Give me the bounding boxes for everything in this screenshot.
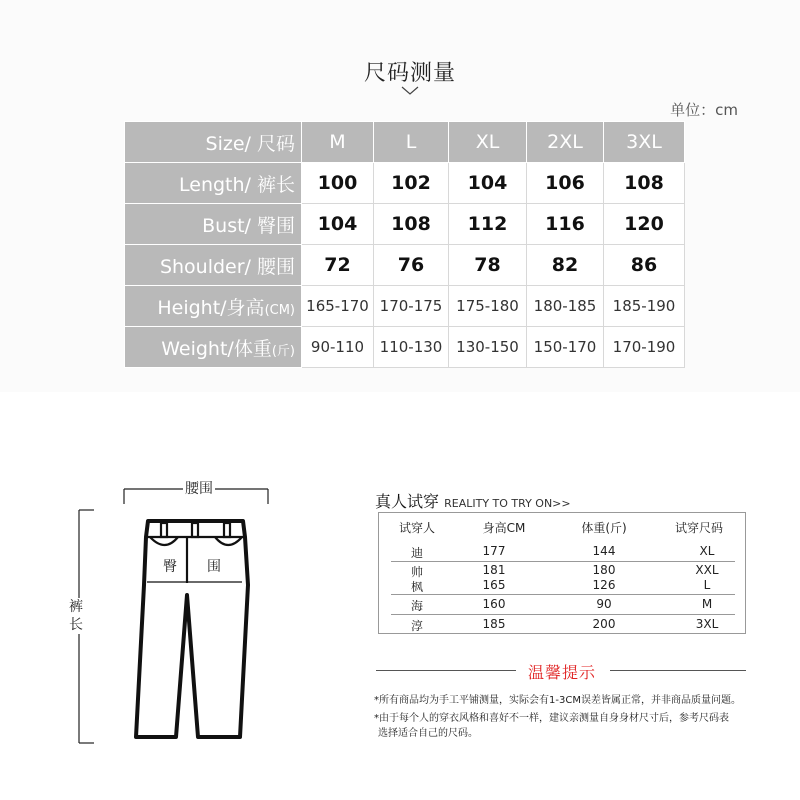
tryon-header: 体重(斤) [581,521,627,535]
tryon-weight: 90 [596,597,612,611]
value-cell: 86 [604,245,685,286]
value-cell: 104 [449,163,527,204]
tips-title: 温馨提示 [528,663,597,682]
row-label-unit: (CM) [264,302,295,318]
unit-label: 单位：cm [670,101,738,119]
value-cell: 102 [374,163,449,204]
value-cell: 112 [449,204,527,245]
pants-outline [136,521,248,737]
tryon-header: 试穿尺码 [674,521,723,535]
row-label-text: Height/身高 [157,296,265,319]
tryon-title-en: REALITY TO TRY ON>> [444,497,571,510]
range-cell: 110-130 [374,327,449,368]
range-cell: 180-185 [527,286,604,327]
value-cell: 82 [527,245,604,286]
chevron-down-icon [401,86,419,96]
size-header-label: Size/ 尺码 [125,122,302,163]
table-row [125,163,685,204]
tip-note: *由于每个人的穿衣风格和喜好不一样，建议亲测量自身身材尺寸后，参考尺码表 [374,713,729,724]
tryon-name: 枫 [410,580,423,594]
tryon-weight: 200 [592,617,616,631]
row-label: Shoulder/ 腰围 [125,245,302,286]
size-cell: 2XL [527,122,604,163]
row-divider [391,614,735,615]
tryon-name: 迪 [410,546,423,560]
tryon-name: 海 [410,599,423,613]
page-title: 尺码测量 [363,61,456,86]
value-cell: 108 [374,204,449,245]
tryon-title [375,489,571,512]
tryon-height: 165 [482,578,506,592]
tryon-title-cn: 真人试穿 [375,492,440,511]
size-cell: M [302,122,374,163]
table-row [125,286,685,327]
hip-label-2: 围 [207,559,221,575]
row-label-text: Weight/体重 [161,337,272,360]
tryon-size: L [703,578,711,592]
tryon-height: 177 [482,544,506,558]
value-cell: 78 [449,245,527,286]
tryon-size: XXL [695,563,719,577]
tip-note: 选择适合自己的尺码。 [378,728,478,739]
range-cell: 170-175 [374,286,449,327]
table-row [125,204,685,245]
tryon-height: 160 [482,597,506,611]
size-cell: L [374,122,449,163]
value-cell: 116 [527,204,604,245]
value-cell: 108 [604,163,685,204]
tryon-weight: 180 [592,563,616,577]
length-label: 裤长 [69,599,83,633]
value-cell: 120 [604,204,685,245]
range-cell: 90-110 [302,327,374,368]
size-cell: XL [449,122,527,163]
size-header-row [125,122,685,163]
range-cell: 170-190 [604,327,685,368]
range-cell: 130-150 [449,327,527,368]
tryon-size: M [701,597,713,611]
divider [376,670,516,671]
row-label [125,327,302,368]
size-cell: 3XL [604,122,685,163]
tryon-size: 3XL [695,617,719,631]
tryon-name: 淳 [410,619,423,633]
tip-note: *所有商品均为手工平铺测量，实际会有1-3CM误差皆属正常，并非商品质量问题。 [374,695,741,706]
divider [610,670,746,671]
value-cell: 72 [302,245,374,286]
row-label [125,286,302,327]
pants-diagram [60,475,360,755]
tryon-header: 试穿人 [398,521,435,535]
row-label: Length/ 裤长 [125,163,302,204]
table-row [125,245,685,286]
value-cell: 76 [374,245,449,286]
row-label: Bust/ 臀围 [125,204,302,245]
tryon-header: 身高CM [482,521,526,535]
value-cell: 104 [302,204,374,245]
waist-label: 腰围 [183,478,215,498]
range-cell: 175-180 [449,286,527,327]
row-divider [391,561,735,562]
table-row [125,327,685,368]
row-divider [391,594,735,595]
value-cell: 106 [527,163,604,204]
range-cell: 165-170 [302,286,374,327]
tryon-name: 帅 [410,565,423,579]
size-table [124,121,685,368]
value-cell: 100 [302,163,374,204]
tryon-weight: 144 [592,544,616,558]
tryon-height: 181 [482,563,506,577]
hip-label-1: 臀 [163,559,177,575]
tryon-height: 185 [482,617,506,631]
tryon-table [378,512,746,634]
range-cell: 150-170 [527,327,604,368]
tryon-size: XL [699,544,715,558]
row-label-unit: (斤) [271,343,295,359]
range-cell: 185-190 [604,286,685,327]
tryon-weight: 126 [592,578,616,592]
